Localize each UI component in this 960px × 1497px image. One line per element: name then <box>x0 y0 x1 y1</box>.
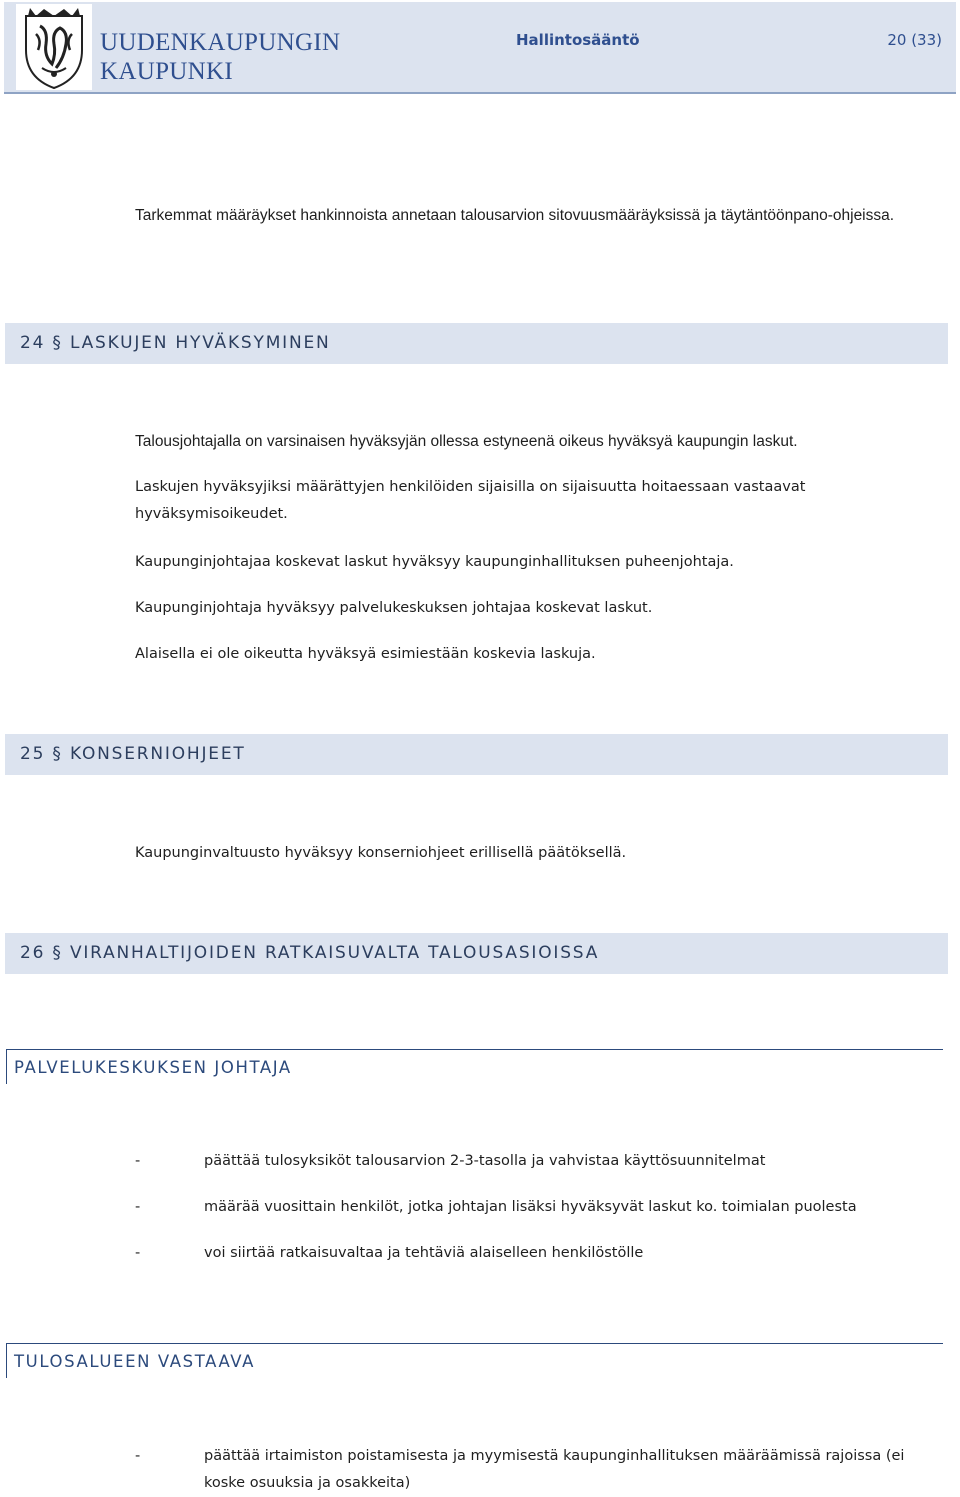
section-heading-24 <box>5 323 948 364</box>
paragraph: Kaupunginjohtajaa koskevat laskut hyväksyy kaupunginhallituksen puheenjohtaja. <box>135 554 734 570</box>
list-item-text: määrää vuosittain henkilöt, jotka johtajan lisäksi hyväksyvät laskut ko. toimialan puolesta <box>204 1199 857 1215</box>
document-title: Hallintosääntö <box>516 31 640 49</box>
paragraph: Kaupunginjohtaja hyväksyy palvelukeskuksen johtajaa koskevat laskut. <box>135 600 653 616</box>
subsection-heading-text: TULOSALUEEN VASTAAVA <box>14 1352 255 1371</box>
section-heading-25 <box>5 734 948 775</box>
bullet-dash: - <box>135 1245 141 1261</box>
bullet-dash: - <box>135 1199 141 1215</box>
list-item-text: voi siirtää ratkaisuvaltaa ja tehtäviä alaiselleen henkilöstölle <box>204 1245 644 1261</box>
bullet-dash: - <box>135 1448 141 1464</box>
organization-name: UUDENKAUPUNGIN KAUPUNKI <box>100 29 341 85</box>
paragraph: Alaisella ei ole oikeutta hyväksyä esimiestään koskevia laskuja. <box>135 646 596 662</box>
section-heading-26 <box>5 933 948 974</box>
section-heading-text: 24 § LASKUJEN HYVÄKSYMINEN <box>20 333 331 353</box>
list-item-text: päättää tulosyksiköt talousarvion 2-3-tasolla ja vahvistaa käyttösuunnitelmat <box>204 1153 766 1169</box>
subsection-heading <box>6 1343 943 1378</box>
coat-of-arms-icon <box>16 4 92 90</box>
paragraph: Talousjohtajalla on varsinaisen hyväksyjän ollessa estyneenä oikeus hyväksyä kaupungin laskut. <box>135 433 798 450</box>
paragraph: Kaupunginvaltuusto hyväksyy konserniohjeet erillisellä päätöksellä. <box>135 845 627 861</box>
section-heading-text: 26 § VIRANHALTIJOIDEN RATKAISUVALTA TALOUSASIOISSA <box>20 943 600 963</box>
intro-paragraph: Tarkemmat määräykset hankinnoista annetaan talousarvion sitovuusmääräyksissä ja täytäntöönpano-ohjeissa. <box>135 207 895 224</box>
paragraph: Laskujen hyväksyjiksi määrättyjen henkilöiden sijaisilla on sijaisuutta hoitaessaan vastaavat hyväksymisoikeudet. <box>135 479 806 522</box>
list-item-text: päättää irtaimiston poistamisesta ja myymisestä kaupunginhallituksen määräämissä rajoissa (ei koske osuuksia ja osakkeita) <box>204 1448 905 1491</box>
bullet-dash: - <box>135 1153 141 1169</box>
subsection-heading <box>6 1049 943 1084</box>
section-heading-text: 25 § KONSERNIOHJEET <box>20 744 246 764</box>
page-number: 20 (33) <box>887 31 942 49</box>
page-header <box>4 2 956 94</box>
subsection-heading-text: PALVELUKESKUKSEN JOHTAJA <box>14 1058 292 1077</box>
